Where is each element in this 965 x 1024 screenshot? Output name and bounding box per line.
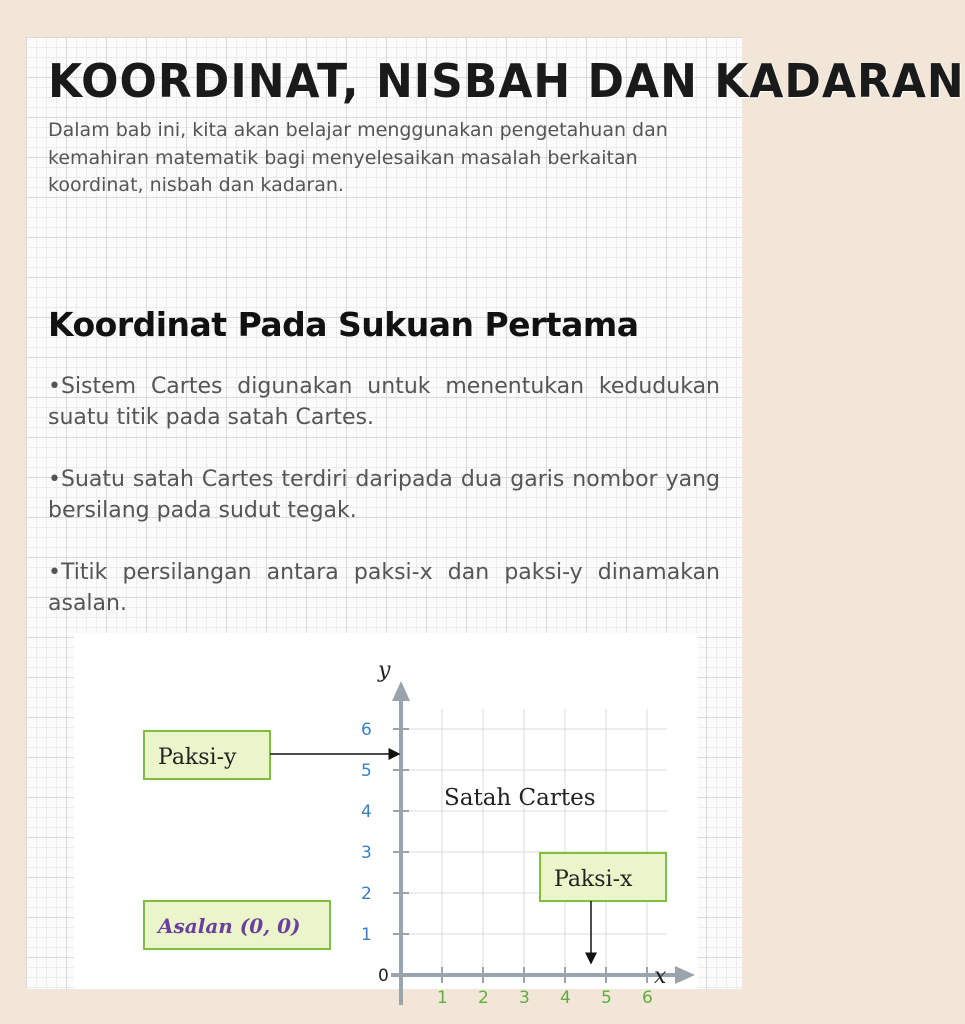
x-tick-label: 1 [437, 988, 448, 1008]
intro-paragraph: Dalam bab ini, kita akan belajar menggunakan pengetahuan dan kemahiran matematik bagi menyelesaikan masalah berkaitan koordinat, nisbah dan kadaran. [48, 119, 668, 196]
x-tick-label: 2 [478, 988, 489, 1008]
y-tick-label: 2 [361, 884, 372, 904]
y-axis-callout-label: Paksi-y [158, 745, 237, 770]
y-tick-label: 5 [361, 761, 372, 781]
x-tick-label: 3 [519, 988, 530, 1008]
origin-label: 0 [378, 966, 389, 986]
x-axis-letter: x [654, 964, 667, 989]
y-tick-label: 1 [361, 925, 372, 945]
plane-grid [401, 709, 667, 975]
y-axis-arrowhead [392, 681, 410, 701]
section-heading: Koordinat Pada Sukuan Pertama [48, 305, 639, 344]
worksheet-page [26, 37, 965, 1008]
y-tick-label: 6 [361, 720, 372, 740]
x-axis-arrowhead [675, 966, 695, 984]
y-tick-label: 3 [361, 843, 372, 863]
y-tick-label: 4 [361, 802, 372, 822]
cartesian-plane-figure [74, 633, 698, 1008]
origin-callout-label: Asalan (0, 0) [158, 914, 301, 938]
bullet-item: •Suatu satah Cartes terdiri daripada dua garis nombor yang bersilang pada sudut tegak. [48, 467, 720, 523]
cartesian-plane-svg [74, 633, 698, 1008]
bullet-list [48, 371, 720, 650]
bullet-item: •Titik persilangan antara paksi-x dan paksi-y dinamakan asalan. [48, 560, 720, 616]
axes [391, 681, 695, 1005]
x-tick-label: 4 [560, 988, 571, 1008]
plane-label: Satah Cartes [444, 785, 596, 811]
bullet-item: •Sistem Cartes digunakan untuk menentukan kedudukan suatu titik pada satah Cartes. [48, 374, 720, 430]
page-title: KOORDINAT, NISBAH DAN KADARAN [48, 54, 965, 109]
x-tick-label: 6 [642, 988, 653, 1008]
x-tick-label: 5 [601, 988, 612, 1008]
x-axis-callout-label: Paksi-x [554, 867, 633, 892]
y-axis-letter: y [378, 658, 391, 683]
